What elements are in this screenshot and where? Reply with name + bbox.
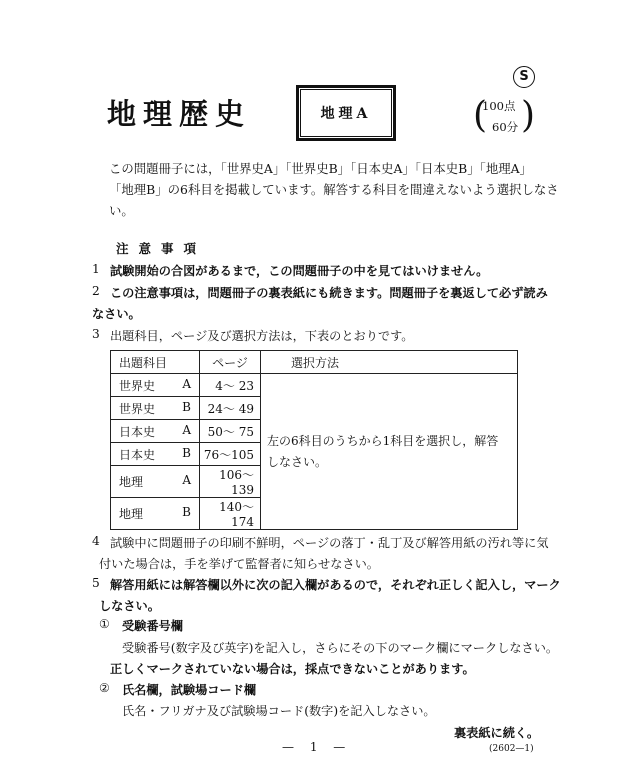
sub-text: 氏名・フリガナ及び試験場コード(数字)を記入しなさい。	[122, 704, 436, 718]
item-number: 5	[92, 576, 100, 590]
pages-cell: 4〜 23	[200, 374, 261, 397]
item-text: この注意事項は，問題冊子の裏表紙にも続きます。問題冊子を裏返して必ず読み	[110, 286, 548, 300]
table-header: 出題科目	[111, 351, 200, 374]
method-cell: 左の6科目のうちから1科目を選択し，解答 しなさい。	[261, 374, 518, 530]
form-badge: S	[513, 66, 535, 88]
sub-text: 正しくマークされていない場合は，採点できないことがあります。	[110, 662, 475, 676]
document-code: (2602—1)	[489, 744, 534, 754]
pages-cell: 24〜 49	[200, 397, 261, 420]
table-header: ページ	[200, 351, 261, 374]
continue-note: 裏表紙に続く。	[454, 726, 540, 740]
item-text: 試験開始の合図があるまで，この問題冊子の中を見てはいけません。	[110, 264, 489, 278]
item-text: なさい。	[92, 307, 141, 321]
table-header-row	[111, 351, 518, 374]
table-header: 選択方法	[261, 351, 518, 374]
sub-title: 氏名欄，試験場コード欄	[122, 683, 257, 697]
intro-line: い。	[109, 203, 134, 218]
subject-label: 地理A	[296, 85, 396, 141]
sub-title: 受験番号欄	[122, 619, 183, 633]
pages-cell: 76〜105	[200, 443, 261, 466]
page-title: 地理歴史	[107, 97, 252, 131]
intro-line: この問題冊子には，「世界史A」「世界史B」「日本史A」「日本史B」「地理A」	[109, 161, 532, 176]
sub-marker: ②	[99, 681, 110, 695]
subject-cell: 日本史 A	[111, 420, 200, 443]
item-number: 1	[92, 262, 100, 276]
points-label: 100点	[482, 99, 516, 113]
item-number: 3	[92, 327, 100, 341]
subject-cell: 世界史 B	[111, 397, 200, 420]
bracket-left-icon: (	[473, 95, 488, 136]
intro-line: 「地理B」の6科目を掲載しています。解答する科目を間違えないよう選択しなさ	[109, 182, 559, 197]
page-number: — 1 —	[282, 740, 352, 754]
pages-cell: 140〜174	[200, 498, 261, 530]
table-row	[111, 374, 518, 397]
subject-cell: 日本史 B	[111, 443, 200, 466]
item-text: 付いた場合は，手を挙げて監督者に知らせなさい。	[99, 557, 379, 571]
bracket-right-icon: )	[521, 95, 536, 136]
item-text: 試験中に問題冊子の印刷不鮮明，ページの落丁・乱丁及び解答用紙の汚れ等に気	[110, 536, 549, 550]
subject-cell: 世界史 A	[111, 374, 200, 397]
subject-table	[110, 350, 518, 530]
sub-marker: ①	[99, 617, 110, 631]
subject-cell: 地理 B	[111, 498, 200, 530]
item-number: 2	[92, 284, 100, 298]
pages-cell: 50〜 75	[200, 420, 261, 443]
item-text: しなさい。	[99, 599, 160, 613]
notes-heading: 注意事項	[116, 241, 207, 256]
item-number: 4	[92, 534, 100, 548]
pages-cell: 106〜139	[200, 466, 261, 498]
sub-text: 受験番号(数字及び英字)を記入し，さらにその下のマーク欄にマークしなさい。	[122, 641, 559, 655]
item-text: 出題科目，ページ及び選択方法は，下表のとおりです。	[110, 329, 414, 343]
minutes-label: 60分	[492, 120, 519, 134]
item-text: 解答用紙には解答欄以外に次の記入欄があるので，それぞれ正しく記入し，マーク	[110, 578, 561, 592]
subject-cell: 地理 A	[111, 466, 200, 498]
